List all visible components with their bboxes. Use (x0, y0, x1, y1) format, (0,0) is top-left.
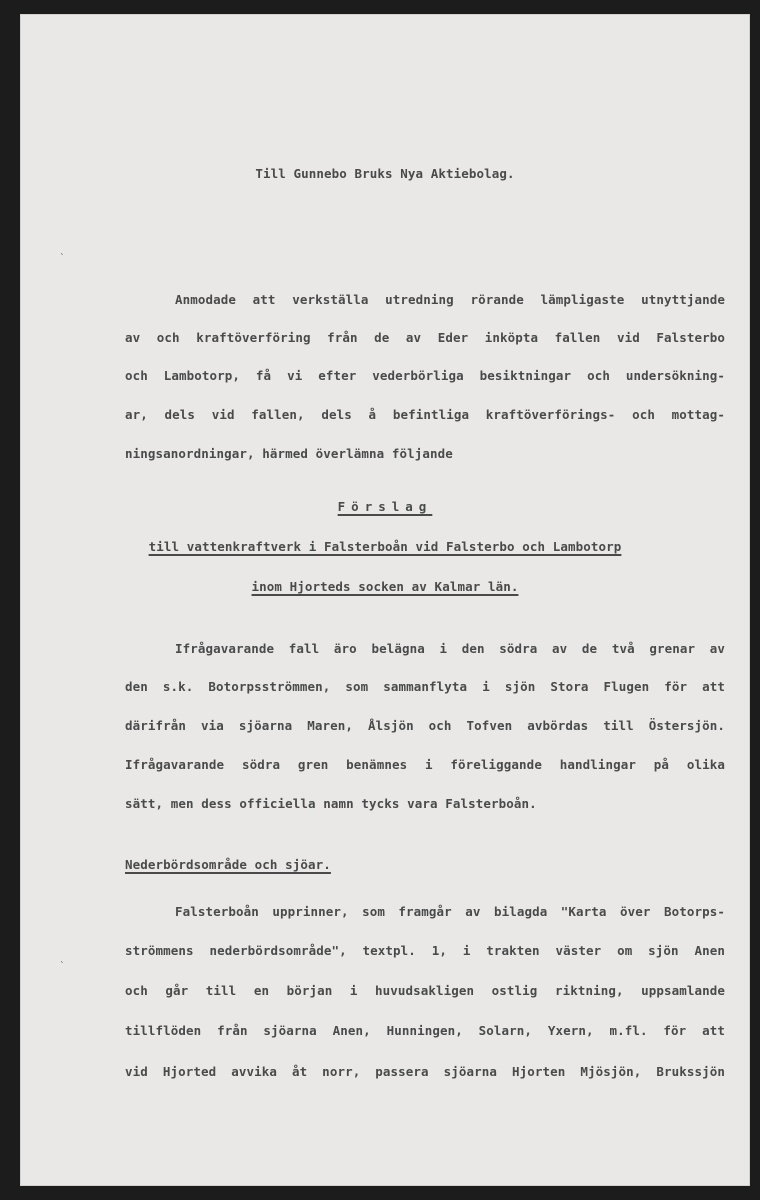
paragraph-line: Ifrågavarande södra gren benämnes i föreliggande handlingar på olika (125, 757, 725, 772)
intro-line: ningsanordningar, härmed överlämna följande (125, 446, 453, 461)
intro-line: och Lambotorp, få vi efter vederbörliga besiktningar och undersökning- (125, 368, 725, 383)
paragraph-line: Falsterboån upprinner, som framgår av bilagda "Karta över Botorps- (175, 904, 725, 919)
section-heading: Nederbördsområde och sjöar. (125, 857, 331, 872)
intro-line: av och kraftöverföring från de av Eder inköpta fallen vid Falsterbo (125, 330, 725, 345)
paragraph-line: därifrån via sjöarna Maren, Ålsjön och Tofven avbördas till Östersjön. (125, 718, 725, 733)
paragraph-line: Ifrågavarande fall äro belägna i den södra av de två grenar av (175, 641, 725, 656)
document-page (20, 14, 750, 1186)
intro-line: ar, dels vid fallen, dels å befintliga kraftöverförings- och mottag- (125, 407, 725, 422)
paragraph-line: och går till en början i huvudsakligen ostlig riktning, uppsamlande (125, 983, 725, 998)
addressee-line: Till Gunnebo Bruks Nya Aktiebolag. (255, 166, 515, 181)
paragraph-line: strömmens nederbördsområde", textpl. 1, i trakten väster om sjön Anen (125, 943, 725, 958)
proposal-heading: Förslag (337, 499, 433, 514)
paragraph-line: sätt, men dess officiella namn tycks vara Falsterboån. (125, 796, 537, 811)
margin-tick-mark: ˎ (60, 954, 65, 964)
intro-line: Anmodade att verkställa utredning rörande lämpligaste utnyttjande (175, 292, 725, 307)
paragraph-line: den s.k. Botorpsströmmen, som sammanflyta i sjön Stora Flugen för att (125, 679, 725, 694)
margin-tick-mark: ˎ (60, 246, 65, 256)
proposal-subheading: inom Hjorteds socken av Kalmar län. (251, 579, 519, 594)
proposal-subheading: till vattenkraftverk i Falsterboån vid Falsterbo och Lambotorp (148, 539, 622, 554)
paragraph-line: tillflöden från sjöarna Anen, Hunningen, Solarn, Yxern, m.fl. för att (125, 1023, 725, 1038)
paragraph-line: vid Hjorted avvika åt norr, passera sjöarna Hjorten Mjösjön, Brukssjön (125, 1064, 725, 1079)
